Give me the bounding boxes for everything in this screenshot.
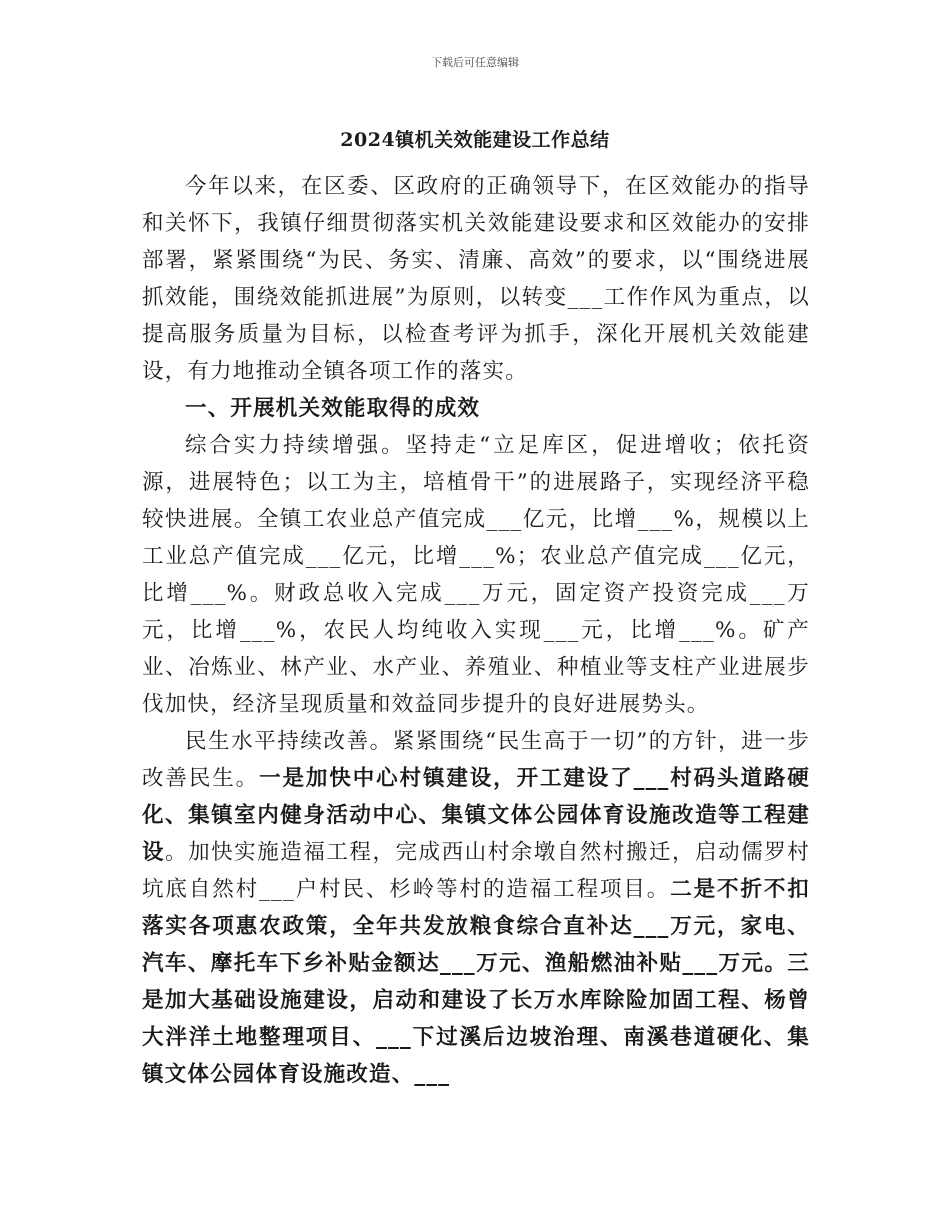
section-heading: 一、开展机关效能取得的成效	[185, 396, 481, 421]
economy-paragraph: 综合实力持续增强。坚持走“立足库区，促进增收；依托资源，进展特色；以工为主，培植骨干”的进展路子，实现经济平稳较快进展。全镇工农业总产值完成___亿元，比增___%，规模以上工业总产值完成___亿元，比增___%；农业总产值完成___亿元，比增___%。财政总收入完成___万元，固定资产投资完成___万元，比增___%，农民人均纯收入实现___元，比增___%。矿产业、冶炼业、林产业、水产业、养殖业、种植业等支柱产业进展步伐加快，经济呈现质量和效益同步提升的良好进展势头。	[142, 433, 810, 717]
livelihood-lead: 民生水平持续改善。紧紧围绕“民生高于一切”的方针，进一步改善民生。	[142, 729, 810, 791]
page-header-note: 下载后可任意编辑	[431, 56, 519, 69]
livelihood-paragraph	[142, 723, 810, 1093]
document-body	[142, 168, 810, 1093]
livelihood-point-1: 一是加快中心村镇建设，开工建设了___村码头道路硬化、集镇室内健身活动中心、集镇文体公园体育设施改造等工程建设	[142, 766, 810, 865]
intro-paragraph: 今年以来，在区委、区政府的正确领导下，在区效能办的指导和关怀下，我镇仔细贯彻落实机关效能建设要求和区效能办的安排部署，紧紧围绕“为民、务实、清廉、高效”的要求，以“围绕进展抓效能，围绕效能抓进展”为原则，以转变___工作作风为重点，以提高服务质量为目标，以检查考评为抓手，深化开展机关效能建设，有力地推动全镇各项工作的落实。	[142, 174, 810, 384]
livelihood-point-2-3: 二是不折不扣落实各项惠农政策，全年共发放粮食综合直补达___万元，家电、汽车、摩托车下乡补贴金额达___万元、渔船燃油补贴___万元。三是加大基础设施建设，启动和建设了长万水库除险加固工程、杨曾大泮洋土地整理项目、___下过溪后边坡治理、南溪巷道硬化、集镇文体公园体育设施改造、___	[142, 877, 810, 1087]
document-title: 2024镇机关效能建设工作总结	[340, 129, 610, 151]
livelihood-detail: 。加快实施造福工程，完成西山村余墩自然村搬迁，启动儒罗村坑底自然村___户村民、杉岭等村的造福工程项目。	[142, 840, 810, 902]
